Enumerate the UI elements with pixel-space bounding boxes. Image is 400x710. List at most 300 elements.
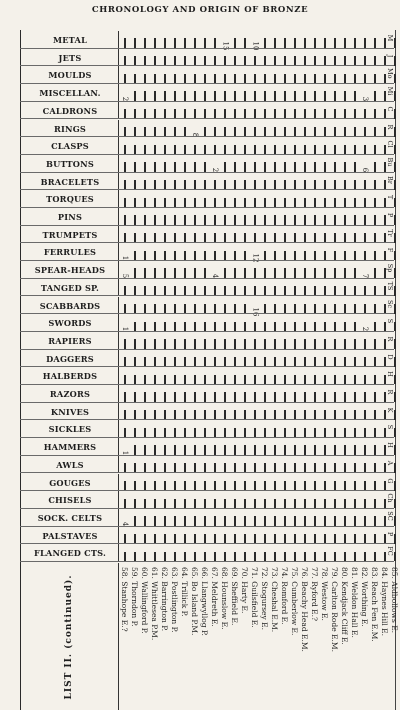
empty-mark — [264, 268, 265, 278]
cell-value: 10 — [250, 41, 259, 51]
table-cell — [270, 405, 280, 420]
table-cell — [280, 316, 290, 331]
table-cell — [180, 104, 190, 119]
empty-mark — [184, 145, 185, 155]
empty-mark — [244, 251, 245, 261]
empty-mark — [244, 428, 245, 438]
empty-mark — [364, 56, 365, 66]
table-cell — [230, 493, 240, 508]
table-cell — [170, 405, 180, 420]
empty-mark — [344, 286, 345, 296]
table-cell — [350, 33, 360, 48]
table-cell — [300, 157, 310, 172]
table-cell — [190, 369, 200, 384]
table-cell — [340, 422, 350, 437]
table-cell — [200, 263, 210, 278]
row-code: TS — [386, 281, 394, 291]
table-cell — [230, 387, 240, 402]
table-cell — [220, 352, 230, 367]
empty-mark — [134, 74, 135, 84]
table-cell — [300, 546, 310, 561]
empty-mark — [264, 251, 265, 261]
label-rule — [118, 509, 119, 527]
empty-mark — [274, 481, 275, 491]
table-cell — [180, 139, 190, 154]
table-cell — [340, 104, 350, 119]
empty-mark — [304, 56, 305, 66]
table-cell — [150, 104, 160, 119]
label-rule — [118, 102, 119, 120]
empty-mark — [254, 268, 255, 278]
empty-mark — [244, 145, 245, 155]
table-cell — [320, 104, 330, 119]
empty-mark — [354, 56, 355, 66]
empty-mark — [204, 534, 205, 544]
empty-mark — [334, 145, 335, 155]
table-cell — [150, 281, 160, 296]
cell-value: 15 — [220, 41, 229, 51]
table-cell — [160, 139, 170, 154]
empty-mark — [274, 392, 275, 402]
empty-mark — [144, 91, 145, 101]
empty-mark — [374, 392, 375, 402]
table-cell — [320, 175, 330, 190]
empty-mark — [394, 410, 395, 420]
table-cell — [250, 86, 260, 101]
empty-mark — [234, 180, 235, 190]
table-cell — [160, 369, 170, 384]
table-cell — [370, 263, 380, 278]
empty-mark — [124, 463, 125, 473]
table-cell — [210, 86, 220, 101]
table-cell — [160, 175, 170, 190]
table-cell — [330, 387, 340, 402]
table-cell — [230, 139, 240, 154]
table-cell — [370, 139, 380, 154]
table-cell — [340, 529, 350, 544]
label-rule — [118, 456, 119, 474]
empty-mark — [224, 127, 225, 137]
empty-mark — [394, 392, 395, 402]
empty-mark — [394, 198, 395, 208]
table-cell — [240, 546, 250, 561]
table-cell — [140, 33, 150, 48]
table-cell — [210, 228, 220, 243]
empty-mark — [164, 481, 165, 491]
table-cell — [190, 122, 200, 137]
empty-mark — [304, 534, 305, 544]
empty-mark — [314, 428, 315, 438]
list-item — [210, 567, 220, 707]
empty-mark — [364, 357, 365, 367]
table-cell — [170, 422, 180, 437]
table-cell — [220, 440, 230, 455]
empty-mark — [134, 145, 135, 155]
empty-mark — [124, 392, 125, 402]
empty-mark — [254, 74, 255, 84]
table-cell — [180, 546, 190, 561]
table-cell — [130, 352, 140, 367]
empty-mark — [164, 56, 165, 66]
empty-mark — [204, 180, 205, 190]
empty-mark — [374, 198, 375, 208]
empty-mark — [204, 339, 205, 349]
table-cell — [360, 334, 370, 349]
empty-mark — [154, 499, 155, 509]
table-cell — [290, 210, 300, 225]
empty-mark — [284, 109, 285, 119]
table-cell — [220, 210, 230, 225]
table-cell — [350, 68, 360, 83]
empty-mark — [164, 268, 165, 278]
table-cell — [210, 68, 220, 83]
empty-mark — [334, 74, 335, 84]
table-cell — [250, 122, 260, 137]
empty-mark — [334, 375, 335, 385]
table-cell — [280, 33, 290, 48]
empty-mark — [134, 268, 135, 278]
table-cell — [240, 86, 250, 101]
table-cell — [270, 369, 280, 384]
table-cell — [150, 263, 160, 278]
table-cell — [120, 122, 130, 137]
table-cell — [340, 369, 350, 384]
table-cell — [260, 104, 270, 119]
empty-mark — [334, 162, 335, 172]
table-cell — [150, 422, 160, 437]
table-cell — [350, 122, 360, 137]
empty-mark — [274, 91, 275, 101]
empty-mark — [294, 56, 295, 66]
empty-mark — [204, 286, 205, 296]
empty-mark — [394, 180, 395, 190]
row-code: M — [386, 34, 394, 42]
table-cell — [310, 493, 320, 508]
empty-mark — [314, 109, 315, 119]
row-label: CHISELS — [48, 495, 92, 506]
empty-mark — [314, 552, 315, 562]
empty-mark — [214, 534, 215, 544]
row-code: Br — [386, 175, 394, 184]
empty-mark — [244, 552, 245, 562]
empty-mark — [284, 481, 285, 491]
table-cell — [230, 33, 240, 48]
empty-mark — [304, 516, 305, 526]
list-item — [280, 567, 290, 707]
table-cell — [320, 387, 330, 402]
empty-mark — [344, 410, 345, 420]
table-cell — [280, 139, 290, 154]
empty-mark — [214, 428, 215, 438]
empty-mark — [274, 198, 275, 208]
empty-mark — [204, 428, 205, 438]
table-cell — [190, 263, 200, 278]
empty-mark — [284, 534, 285, 544]
label-rule — [118, 279, 119, 297]
table-cell — [300, 192, 310, 207]
table-cell — [130, 546, 140, 561]
empty-mark — [324, 162, 325, 172]
table-cell — [160, 299, 170, 314]
table-cell — [200, 511, 210, 526]
empty-mark — [374, 516, 375, 526]
row-code: Sc — [386, 299, 394, 308]
empty-mark — [324, 74, 325, 84]
empty-mark — [154, 145, 155, 155]
table-cell — [310, 139, 320, 154]
table-cell — [240, 440, 250, 455]
empty-mark — [154, 180, 155, 190]
empty-mark — [214, 516, 215, 526]
table-cell — [130, 51, 140, 66]
empty-mark — [154, 286, 155, 296]
table-cell — [250, 352, 260, 367]
label-rule — [118, 297, 119, 315]
empty-mark — [134, 322, 135, 332]
table-cell — [140, 458, 150, 473]
empty-mark — [374, 339, 375, 349]
empty-mark — [234, 198, 235, 208]
empty-mark — [374, 145, 375, 155]
table-cell — [320, 422, 330, 437]
table-row — [20, 403, 394, 421]
table-cell — [180, 192, 190, 207]
table-cell — [370, 334, 380, 349]
table-cell — [290, 316, 300, 331]
empty-mark — [354, 516, 355, 526]
empty-mark — [374, 162, 375, 172]
empty-mark — [204, 74, 205, 84]
table-cell — [270, 352, 280, 367]
empty-mark — [244, 339, 245, 349]
empty-mark — [224, 534, 225, 544]
table-cell — [210, 245, 220, 260]
table-cell — [290, 511, 300, 526]
empty-mark — [204, 304, 205, 314]
empty-mark — [344, 499, 345, 509]
empty-mark — [174, 145, 175, 155]
table-cell — [200, 86, 210, 101]
table-row — [20, 420, 394, 438]
table-cell — [260, 334, 270, 349]
table-cell — [240, 122, 250, 137]
empty-mark — [214, 392, 215, 402]
table-cell — [130, 476, 140, 491]
table-cell — [220, 245, 230, 260]
cell-value: 2 — [211, 167, 219, 173]
empty-mark — [224, 251, 225, 261]
empty-mark — [394, 445, 395, 455]
table-cell — [340, 546, 350, 561]
table-cell — [140, 369, 150, 384]
table-cell — [300, 316, 310, 331]
table-cell — [260, 157, 270, 172]
empty-mark — [174, 198, 175, 208]
empty-mark — [184, 162, 185, 172]
table-cell — [160, 458, 170, 473]
table-cell — [140, 51, 150, 66]
table-cell — [270, 316, 280, 331]
empty-mark — [154, 56, 155, 66]
empty-mark — [374, 286, 375, 296]
empty-mark — [134, 198, 135, 208]
empty-mark — [264, 127, 265, 137]
table-cell — [190, 210, 200, 225]
table-cell — [240, 316, 250, 331]
table-cell — [180, 511, 190, 526]
table-cell — [160, 51, 170, 66]
empty-mark — [364, 428, 365, 438]
table-cell — [270, 192, 280, 207]
table-cell — [290, 68, 300, 83]
table-cell — [130, 228, 140, 243]
empty-mark — [294, 375, 295, 385]
empty-mark — [144, 410, 145, 420]
table-cell — [120, 476, 130, 491]
empty-mark — [354, 499, 355, 509]
table-cell — [170, 458, 180, 473]
table-cell — [260, 86, 270, 101]
empty-mark — [344, 91, 345, 101]
table-cell — [240, 493, 250, 508]
empty-mark — [394, 463, 395, 473]
empty-mark — [174, 304, 175, 314]
table-cell — [360, 493, 370, 508]
table-cell — [140, 511, 150, 526]
table-cell — [200, 440, 210, 455]
empty-mark — [234, 534, 235, 544]
empty-mark — [124, 428, 125, 438]
empty-mark — [254, 339, 255, 349]
table-cell — [240, 33, 250, 48]
empty-mark — [174, 251, 175, 261]
empty-mark — [164, 463, 165, 473]
empty-mark — [154, 109, 155, 119]
table-cell — [230, 458, 240, 473]
empty-mark — [294, 233, 295, 243]
table-cell — [240, 51, 250, 66]
cell-value: 5 — [121, 273, 129, 279]
empty-mark — [204, 38, 205, 48]
empty-mark — [234, 463, 235, 473]
table-cell — [280, 422, 290, 437]
empty-mark — [264, 145, 265, 155]
empty-mark — [284, 357, 285, 367]
empty-mark — [304, 463, 305, 473]
empty-mark — [194, 145, 195, 155]
row-label: GOUGES — [49, 477, 91, 488]
table-cell — [290, 476, 300, 491]
label-rule — [118, 137, 119, 155]
table-row — [20, 226, 394, 244]
empty-mark — [164, 428, 165, 438]
empty-mark — [214, 445, 215, 455]
table-cell — [120, 387, 130, 402]
empty-mark — [194, 198, 195, 208]
table-cell — [200, 175, 210, 190]
table-cell — [130, 529, 140, 544]
table-cell — [320, 192, 330, 207]
table-cell — [250, 422, 260, 437]
empty-mark — [284, 516, 285, 526]
empty-mark — [284, 233, 285, 243]
table-cell — [330, 529, 340, 544]
empty-mark — [284, 251, 285, 261]
site-name: 79. Carlton Rode E.M. — [330, 567, 339, 652]
table-cell — [310, 511, 320, 526]
empty-mark — [344, 552, 345, 562]
empty-mark — [224, 162, 225, 172]
row-label: METAL — [52, 35, 88, 45]
table-cell — [280, 529, 290, 544]
table-cell — [190, 529, 200, 544]
empty-mark — [194, 286, 195, 296]
empty-mark — [304, 322, 305, 332]
empty-mark — [154, 127, 155, 137]
empty-mark — [234, 162, 235, 172]
table-cell — [250, 511, 260, 526]
table-cell — [220, 387, 230, 402]
empty-mark — [304, 410, 305, 420]
list-item — [300, 567, 310, 707]
table-cell — [350, 458, 360, 473]
empty-mark — [244, 268, 245, 278]
table-cell — [270, 104, 280, 119]
row-label: HALBERDS — [42, 371, 98, 382]
table-cell — [160, 387, 170, 402]
table-cell — [350, 192, 360, 207]
table-cell — [120, 511, 130, 526]
table-cell — [280, 493, 290, 508]
table-cell — [300, 458, 310, 473]
table-cell — [240, 192, 250, 207]
table-cell — [310, 299, 320, 314]
empty-mark — [394, 499, 395, 509]
empty-mark — [354, 552, 355, 562]
table-cell — [200, 139, 210, 154]
empty-mark — [364, 233, 365, 243]
empty-mark — [344, 198, 345, 208]
empty-mark — [374, 251, 375, 261]
empty-mark — [294, 357, 295, 367]
empty-mark — [144, 233, 145, 243]
empty-mark — [234, 145, 235, 155]
table-row — [20, 385, 394, 403]
empty-mark — [214, 251, 215, 261]
table-row — [20, 49, 394, 67]
table-cell — [170, 175, 180, 190]
empty-mark — [194, 375, 195, 385]
empty-mark — [134, 410, 135, 420]
table-cell — [120, 422, 130, 437]
label-rule — [118, 243, 119, 261]
empty-mark — [224, 304, 225, 314]
label-rule — [118, 403, 119, 421]
empty-mark — [324, 268, 325, 278]
table-cell — [150, 299, 160, 314]
table-cell — [340, 299, 350, 314]
empty-mark — [154, 357, 155, 367]
empty-mark — [244, 215, 245, 225]
empty-mark — [334, 286, 335, 296]
row-label: TRUMPETS — [42, 229, 98, 240]
row-label: HAMMERS — [43, 442, 97, 453]
empty-mark — [294, 215, 295, 225]
table-cell — [300, 529, 310, 544]
empty-mark — [164, 91, 165, 101]
empty-mark — [244, 198, 245, 208]
table-cell — [230, 86, 240, 101]
